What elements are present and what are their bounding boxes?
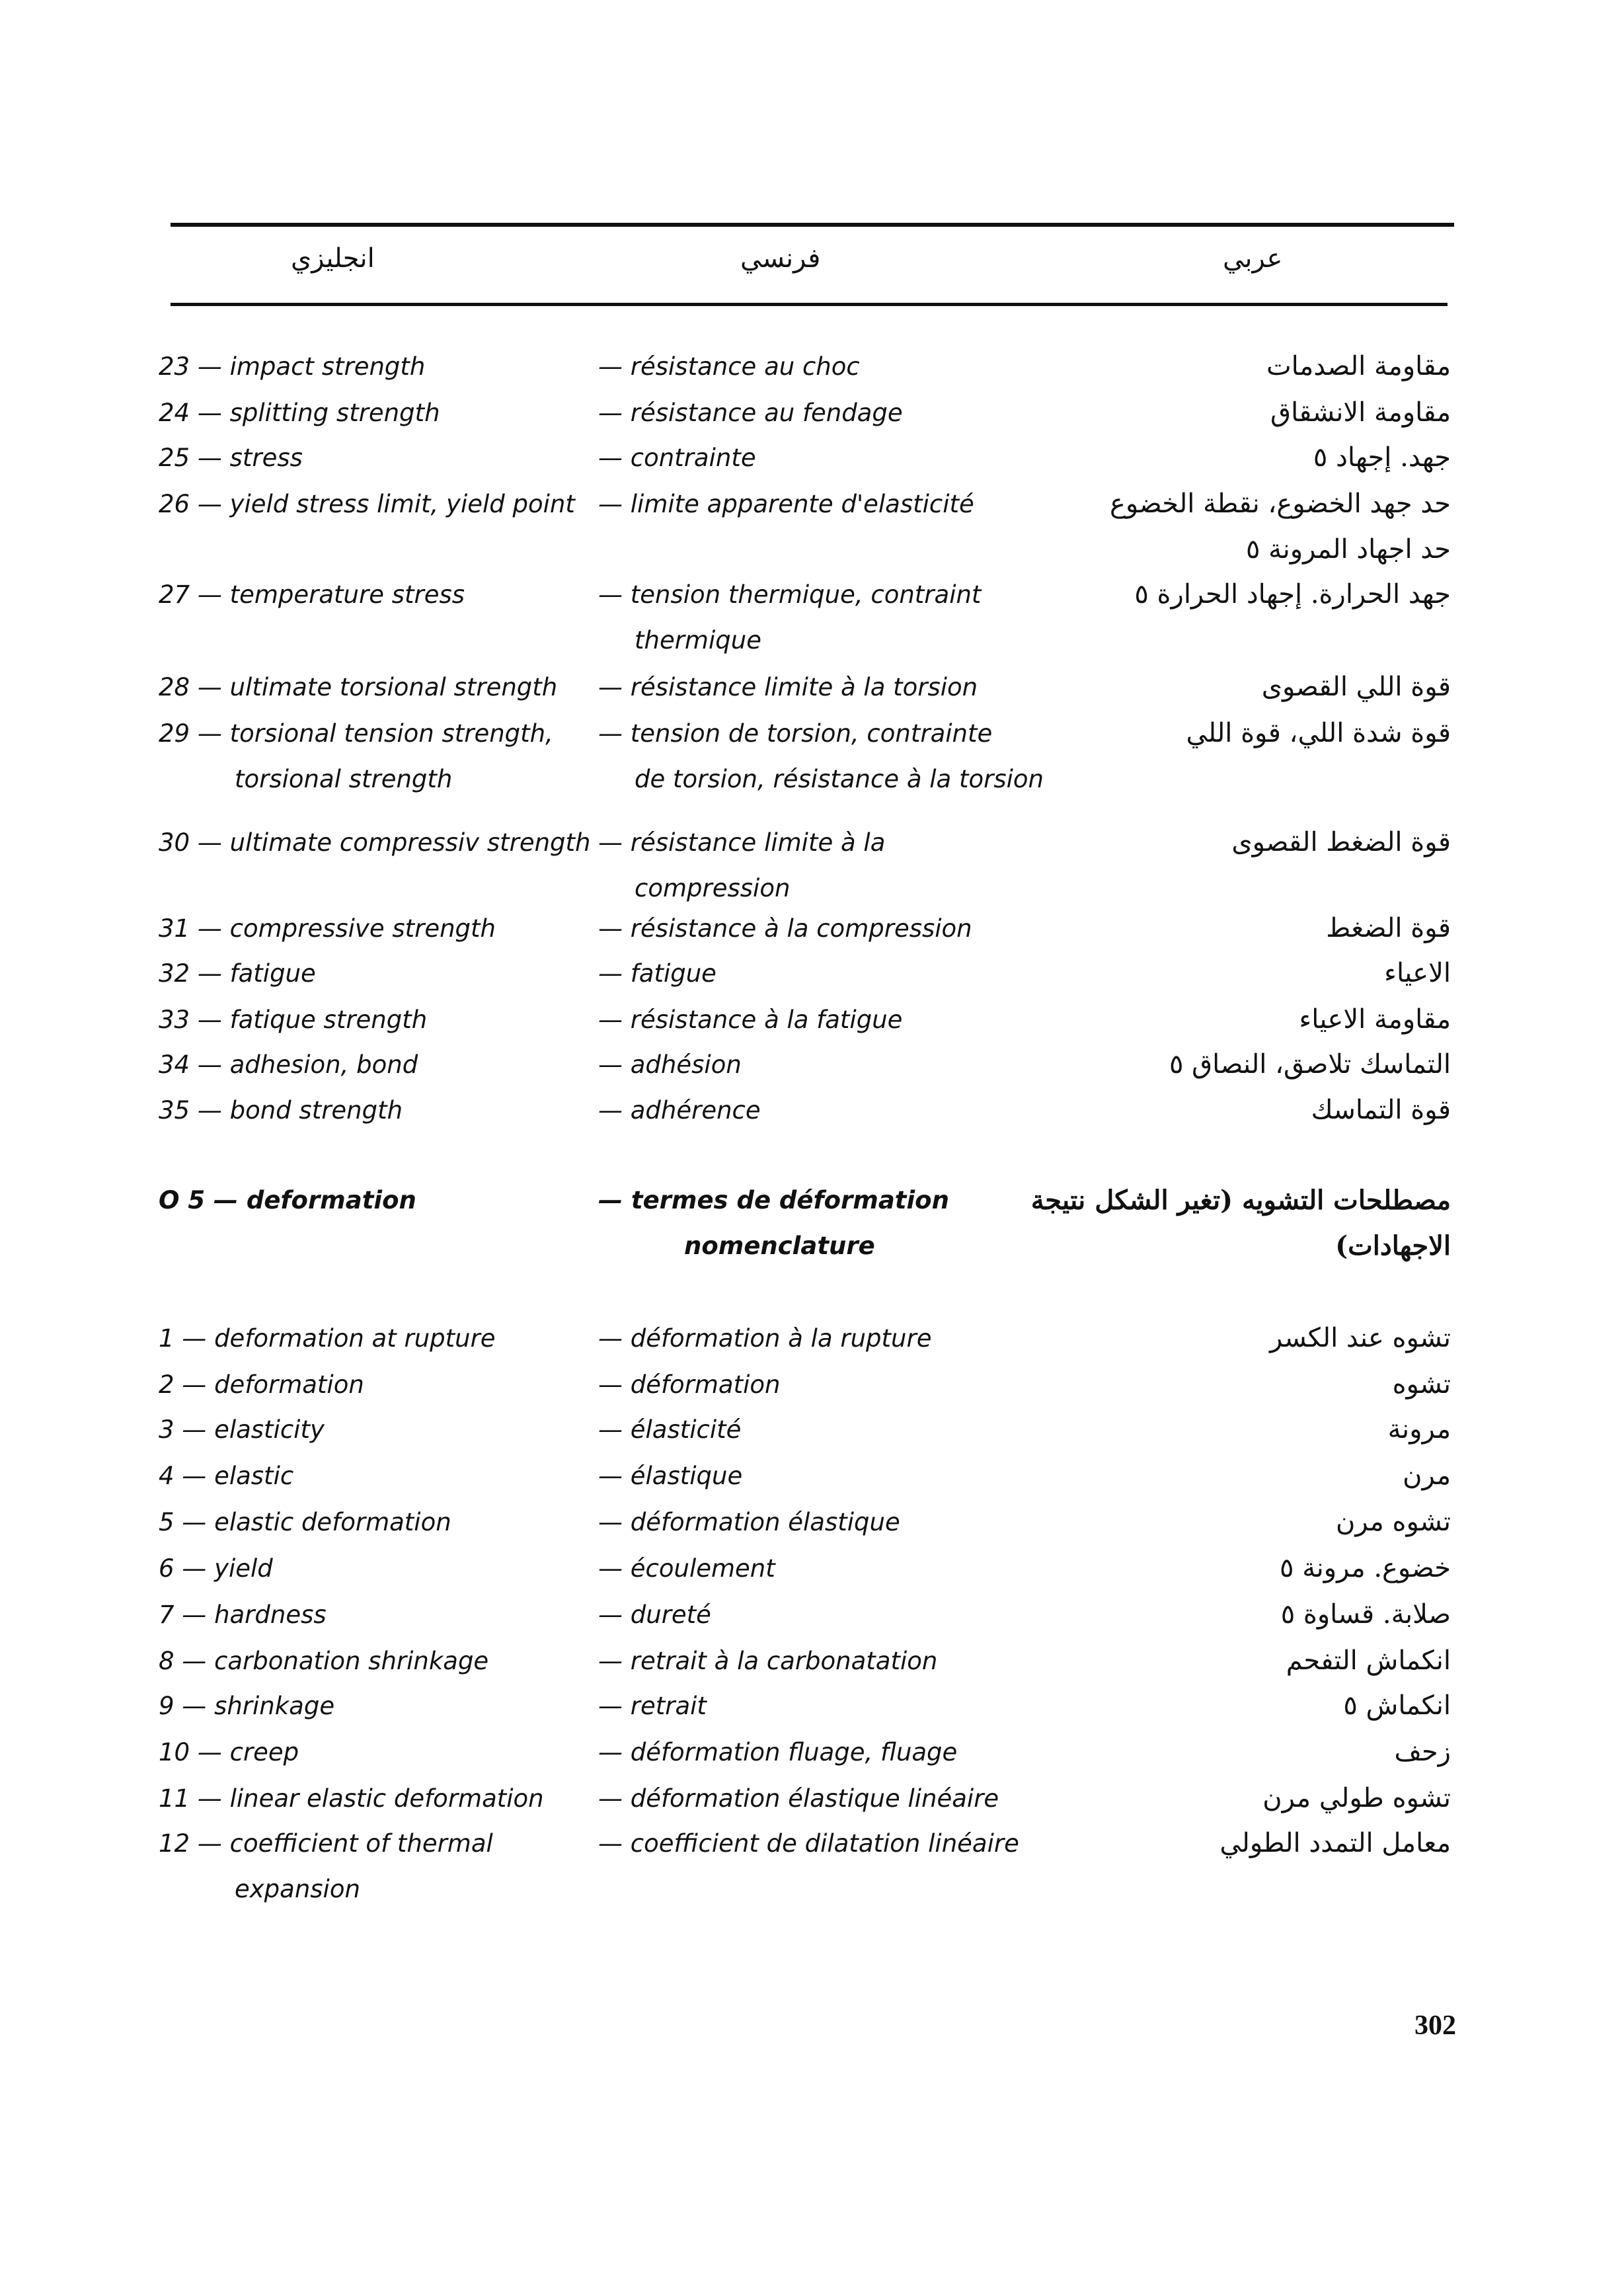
term-line: — adhérence (598, 1096, 761, 1125)
header-arabic: عربي (1223, 243, 1283, 274)
term-line: مصطلحات التشويه (تغير الشكل نتيجة (1030, 1185, 1451, 1216)
term-line: — termes de déformation (598, 1186, 949, 1214)
french-term (598, 1776, 999, 1821)
term-line: 34 — adhesion, bond (159, 1050, 418, 1079)
english-term (159, 481, 575, 527)
term-line: مرن (1403, 1460, 1451, 1491)
term-line: 25 — stress (159, 444, 303, 472)
english-term (159, 1407, 325, 1452)
english-term (159, 1776, 544, 1821)
term-line: مقاومة الصدمات (1266, 351, 1451, 381)
french-term (598, 1042, 742, 1088)
term-line: — résistance limite à la (598, 828, 886, 857)
term-line: 4 — elastic (159, 1462, 294, 1490)
arabic-term (1336, 1499, 1451, 1545)
term-line: حد اجهاد المرونة ٥ (1245, 534, 1451, 565)
english-term (159, 1592, 327, 1638)
arabic-term (1266, 344, 1451, 389)
french-term (598, 344, 860, 389)
term-line: انكماش التفحم (1286, 1645, 1451, 1676)
term-line: — fatigue (598, 959, 716, 988)
term-line: — déformation élastique (598, 1508, 900, 1536)
arabic-term (1262, 1776, 1451, 1821)
arabic-term (1393, 1362, 1451, 1407)
term-line: تشوه طولي مرن (1262, 1783, 1451, 1813)
term-line: الاعياء (1384, 958, 1451, 988)
term-line: 28 — ultimate torsional strength (159, 673, 558, 701)
term-line: — retrait à la carbonatation (598, 1647, 938, 1675)
english-term (159, 1453, 293, 1499)
term-line: — résistance au fendage (598, 399, 903, 427)
english-term (159, 1821, 493, 1912)
term-line: 1 — deformation at rupture (159, 1324, 496, 1353)
top-rule (171, 223, 1454, 227)
term-line: التماسك تلاصق، النصاق ٥ (1169, 1049, 1451, 1080)
term-line: — écoulement (598, 1554, 775, 1583)
english-term (159, 906, 496, 951)
english-term (159, 1362, 364, 1407)
arabic-term (1280, 1546, 1451, 1591)
term-line: تشوه مرن (1335, 1507, 1451, 1537)
term-line: O 5 — deformation (159, 1186, 416, 1214)
term-line: 26 — yield stress limit, yield point (159, 490, 575, 518)
term-line: 32 — fatigue (159, 959, 316, 988)
term-line: — déformation à la rupture (598, 1324, 932, 1353)
arabic-term (1169, 1042, 1451, 1088)
arabic-term (1299, 997, 1451, 1043)
term-line: — contrainte (598, 444, 756, 472)
term-line: مقاومة الاعياء (1299, 1004, 1451, 1035)
term-line: — tension thermique, contraint (598, 580, 982, 609)
french-term (598, 1592, 711, 1638)
arabic-term (1134, 572, 1451, 617)
term-line: صلابة. قساوة ٥ (1280, 1599, 1451, 1630)
english-term (159, 1042, 418, 1088)
term-line: قوة الضغط القصوى (1231, 827, 1451, 857)
term-line: — résistance au choc (598, 352, 860, 381)
french-term (598, 711, 1044, 802)
term-line: compression (635, 874, 791, 902)
term-line: — déformation (598, 1370, 781, 1399)
term-line: — coefficient de dilatation linéaire (598, 1829, 1019, 1858)
term-line: — élasticité (598, 1415, 742, 1444)
english-term (159, 820, 591, 865)
term-line: 35 — bond strength (159, 1096, 403, 1125)
term-line: expansion (235, 1875, 360, 1903)
french-term (598, 1729, 957, 1775)
french-term (598, 997, 902, 1043)
arabic-term (1262, 664, 1451, 710)
term-line: زحف (1394, 1737, 1451, 1767)
term-line: حد جهد الخضوع، نقطة الخضوع (1110, 489, 1451, 519)
term-line: 8 — carbonation shrinkage (159, 1647, 489, 1675)
term-line: جهد. إجهاد ٥ (1313, 442, 1451, 473)
term-line: 10 — creep (159, 1738, 299, 1766)
french-term (598, 820, 885, 911)
english-term (159, 711, 553, 802)
french-term (598, 1453, 742, 1499)
arabic-term (1270, 390, 1451, 436)
arabic-term (1343, 1683, 1451, 1729)
arabic-term (1286, 1638, 1451, 1684)
term-line: خضوع. مرونة ٥ (1280, 1553, 1451, 1583)
arabic-term (1388, 1407, 1451, 1452)
french-term (598, 572, 981, 663)
term-line: 2 — deformation (159, 1370, 364, 1399)
term-line: مرونة (1387, 1414, 1451, 1445)
header-french: فرنسي (740, 243, 821, 274)
english-term (159, 390, 440, 436)
term-line: — dureté (598, 1601, 711, 1629)
french-term (598, 1499, 900, 1545)
arabic-term (1395, 1729, 1451, 1775)
term-line: 30 — ultimate compressiv strength (159, 828, 591, 857)
term-line: — élastique (598, 1462, 743, 1490)
term-line: — adhésion (598, 1050, 742, 1079)
english-term (159, 1499, 451, 1545)
term-line: 3 — elasticity (159, 1415, 325, 1444)
french-term (598, 1638, 937, 1684)
english-term (159, 1683, 334, 1729)
term-line: قوة شدة اللي، قوة اللي (1186, 718, 1451, 748)
english-term (159, 664, 557, 710)
english-term (159, 572, 465, 617)
header-bottom-rule (171, 303, 1448, 306)
term-line: — résistance limite à la torsion (598, 673, 978, 701)
english-term (159, 1638, 488, 1684)
french-term (598, 481, 974, 527)
term-line: 11 — linear elastic deformation (159, 1784, 544, 1813)
french-term (598, 906, 972, 951)
french-term (598, 1177, 949, 1269)
term-line: torsional strength (235, 765, 453, 793)
french-term (598, 1821, 1019, 1866)
french-term (598, 1362, 780, 1407)
term-line: الاجهادات) (1335, 1230, 1451, 1261)
french-term (598, 1683, 707, 1729)
french-term (598, 664, 978, 710)
arabic-term (1231, 820, 1451, 865)
arabic-term (1384, 951, 1451, 996)
french-term (598, 1407, 741, 1452)
term-line: تشوه (1392, 1369, 1451, 1400)
term-line: — résistance à la fatigue (598, 1006, 903, 1034)
arabic-term (1313, 435, 1451, 481)
term-line: 7 — hardness (159, 1601, 327, 1629)
term-line: thermique (635, 626, 761, 654)
french-term (598, 390, 903, 436)
term-line: — limite apparente d'elasticité (598, 490, 974, 518)
header-english: انجليزي (291, 243, 375, 274)
term-line: 24 — splitting strength (159, 399, 440, 427)
english-term (159, 997, 427, 1043)
term-line: 12 — coefficient of thermal (159, 1829, 493, 1858)
term-line: 31 — compressive strength (159, 914, 496, 943)
term-line: قوة الضغط (1326, 913, 1451, 943)
french-term (598, 1316, 931, 1361)
term-line: — retrait (598, 1692, 707, 1720)
term-line: مقاومة الانشقاق (1270, 397, 1451, 428)
term-line: — résistance à la compression (598, 914, 972, 943)
arabic-term (1031, 1177, 1451, 1269)
term-line: — déformation élastique linéaire (598, 1784, 999, 1813)
arabic-term (1110, 481, 1451, 573)
french-term (598, 1088, 761, 1133)
term-line: قوة التماسك (1311, 1095, 1451, 1125)
term-line: 33 — fatique strength (159, 1006, 428, 1034)
arabic-term (1311, 1088, 1451, 1133)
term-line: — tension de torsion, contrainte (598, 719, 993, 748)
french-term (598, 1546, 775, 1591)
english-term (159, 344, 425, 389)
term-line: قوة اللي القصوى (1261, 672, 1451, 702)
french-term (598, 951, 716, 996)
english-term (159, 1088, 403, 1133)
term-line: 9 — shrinkage (159, 1692, 335, 1720)
arabic-term (1403, 1453, 1451, 1499)
arabic-term (1270, 1316, 1451, 1361)
arabic-term (1186, 711, 1451, 756)
english-term (159, 951, 316, 996)
term-line: تشوه عند الكسر (1270, 1323, 1451, 1353)
term-line: — déformation fluage, fluage (598, 1738, 958, 1766)
term-line: 29 — torsional tension strength, (159, 719, 553, 748)
term-line: 27 — temperature stress (159, 580, 465, 609)
english-term (159, 435, 303, 481)
term-line: de torsion, résistance à la torsion (635, 765, 1044, 793)
arabic-term (1219, 1821, 1451, 1866)
term-line: 6 — yield (159, 1554, 273, 1583)
term-line: 5 — elastic deformation (159, 1508, 451, 1536)
english-term (159, 1316, 496, 1361)
term-line: nomenclature (684, 1232, 875, 1260)
term-line: انكماش ٥ (1343, 1690, 1451, 1721)
english-term (159, 1729, 299, 1775)
page-number: 302 (1414, 2010, 1456, 2041)
arabic-term (1281, 1592, 1451, 1638)
english-term (159, 1177, 416, 1223)
english-term (159, 1546, 273, 1591)
term-line: معامل التمدد الطولي (1219, 1828, 1451, 1858)
french-term (598, 435, 756, 481)
arabic-term (1326, 906, 1451, 951)
term-line: 23 — impact strength (159, 352, 426, 381)
term-line: جهد الحرارة. إجهاد الحرارة ٥ (1134, 579, 1451, 610)
